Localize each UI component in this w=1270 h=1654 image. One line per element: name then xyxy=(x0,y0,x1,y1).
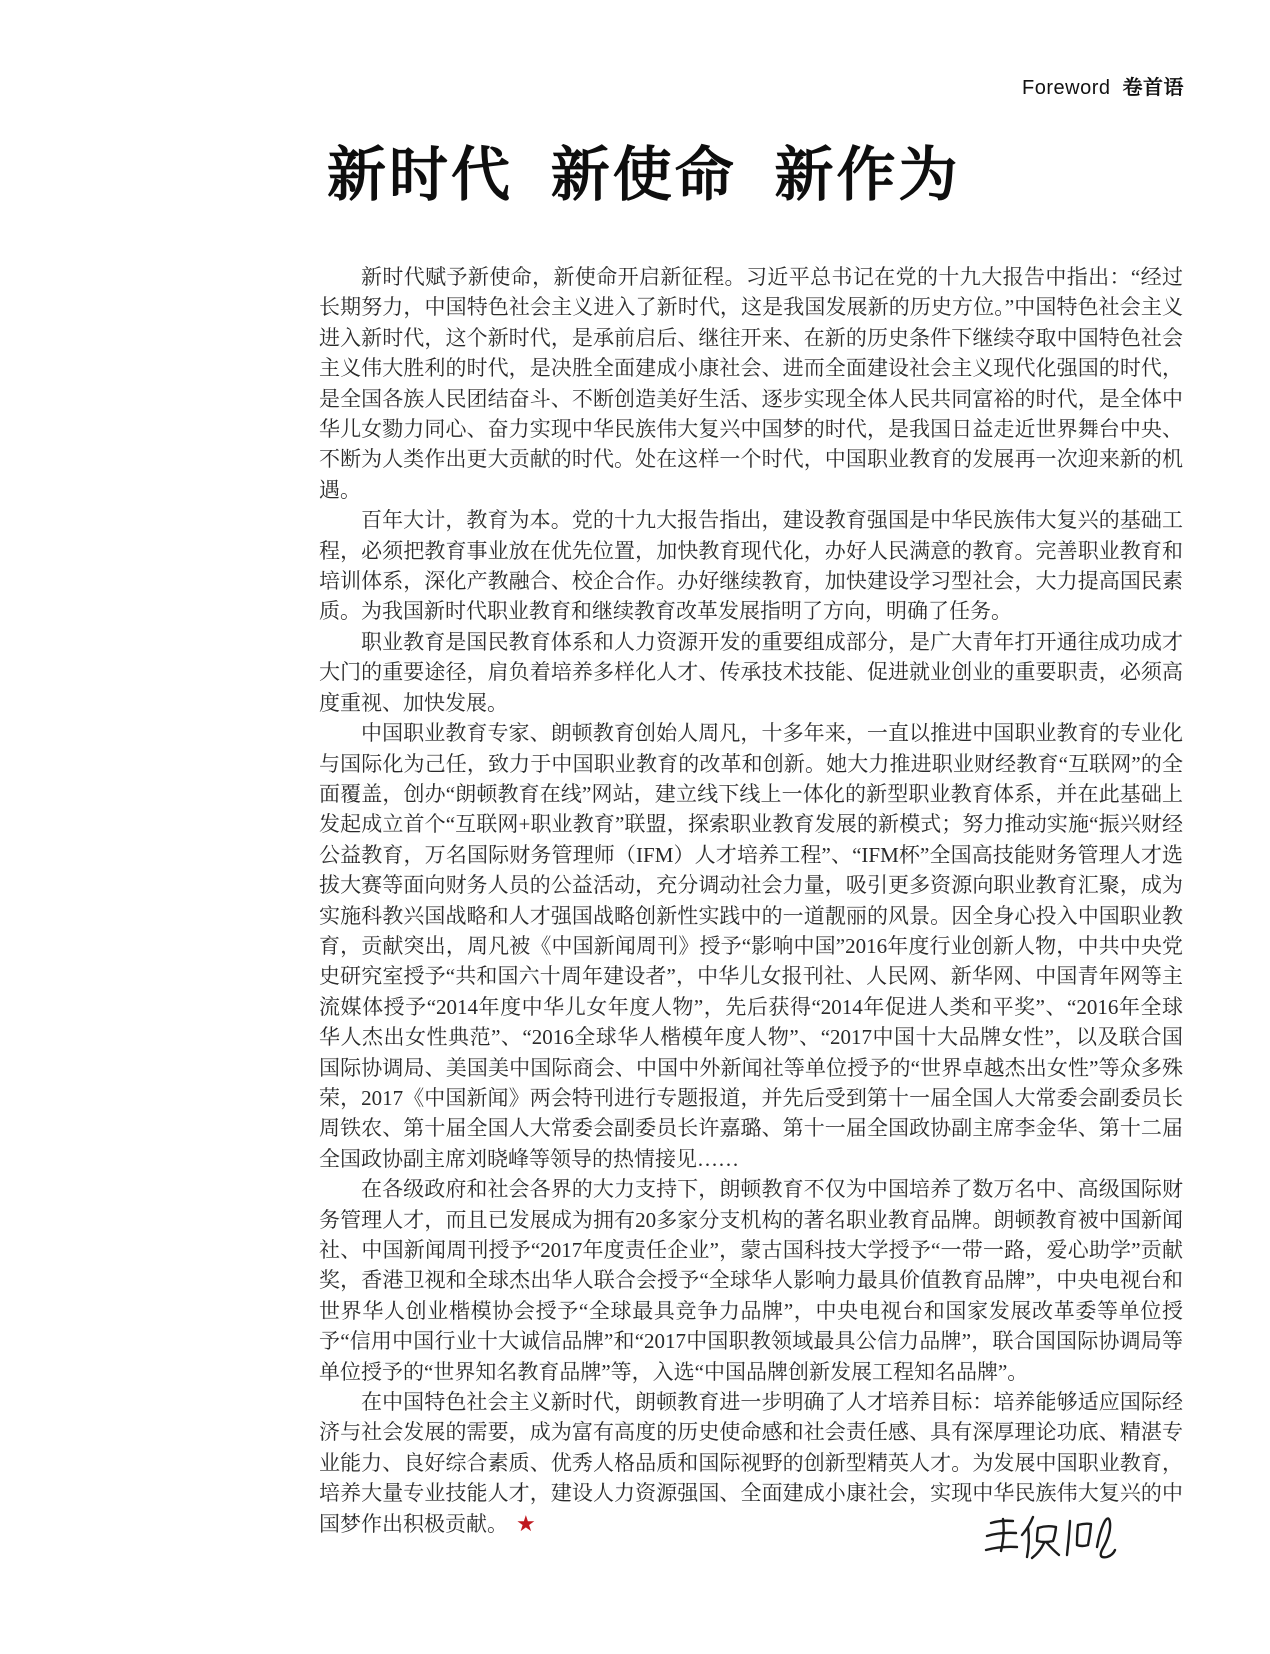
paragraph-4: 中国职业教育专家、朗顿教育创始人周凡，十多年来，一直以推进中国职业教育的专业化与国际化为己任，致力于中国职业教育的改革和创新。她大力推进职业财经教育“互联网”的全面覆盖，创办“朗顿教育在线”网站，建立线下线上一体化的新型职业教育体系，并在此基础上发起成立首个“互联网+职业教育”联盟，探索职业教育发展的新模式；努力推动实施“振兴财经公益教育，万名国际财务管理师（IFM）人才培养工程”、“IFM杯”全国高技能财务管理人才选拔大赛等面向财务人员的公益活动，充分调动社会力量，吸引更多资源向职业教育汇聚，成为实施科教兴国战略和人才强国战略创新性实践中的一道靓丽的风景。因全身心投入中国职业教育，贡献突出，周凡被《中国新闻周刊》授予“影响中国”2016年度行业创新人物，中共中央党史研究室授予“共和国六十周年建设者”，中华儿女报刊社、人民网、新华网、中国青年网等主流媒体授予“2014年度中华儿女年度人物”，先后获得“2014年促进人类和平奖”、“2016年全球华人杰出女性典范”、“2016全球华人楷模年度人物”、“2017中国十大品牌女性”，以及联合国国际协调局、美国美中国际商会、中国中外新闻社等单位授予的“世界卓越杰出女性”等众多殊荣，2017《中国新闻》两会特刊进行专题报道，并先后受到第十一届全国人大常委会副委员长周铁农、第十届全国人大常委会副委员长许嘉璐、第十一届全国政协副主席李金华、第十二届全国政协副主席刘晓峰等领导的热情接见…… xyxy=(319,721,1183,1171)
handwritten-signature-icon xyxy=(982,1510,1117,1568)
running-head xyxy=(1022,71,1184,100)
running-head-chinese: 卷首语 xyxy=(1122,77,1184,99)
red-star-icon: ★ xyxy=(516,1510,536,1536)
paragraph-1: 新时代赋予新使命，新使命开启新征程。习近平总书记在党的十九大报告中指出：“经过长期努力，中国特色社会主义进入了新时代，这是我国发展新的历史方位。”中国特色社会主义进入新时代，这个新时代，是承前启后、继往开来、在新的历史条件下继续夺取中国特色社会主义伟大胜利的时代，是决胜全面建成小康社会、进而全面建设社会主义现代化强国的时代，是全国各族人民团结奋斗、不断创造美好生活、逐步实现全体人民共同富裕的时代，是全体中华儿女勠力同心、奋力实现中华民族伟大复兴中国梦的时代，是我国日益走近世界舞台中央、不断为人类作出更大贡献的时代。处在这样一个时代，中国职业教育的发展再一次迎来新的机遇。 xyxy=(319,265,1183,502)
paragraph-3: 职业教育是国民教育体系和人力资源开发的重要组成部分，是广大青年打开通往成功成才大门的重要途径，肩负着培养多样化人才、传承技术技能、促进就业创业的重要职责，必须高度重视、加快发展。 xyxy=(319,629,1183,715)
page-title: 新时代 新使命 新作为 xyxy=(327,142,961,208)
article-body xyxy=(319,262,1183,1539)
paragraph-5: 在各级政府和社会各界的大力支持下，朗顿教育不仅为中国培养了数万名中、高级国际财务管理人才，而且已发展成为拥有20多家分支机构的著名职业教育品牌。朗顿教育被中国新闻社、中国新闻周刊授予“2017年度责任企业”，蒙古国科技大学授予“一带一路，爱心助学”贡献奖，香港卫视和全球杰出华人联合会授予“全球华人影响力最具价值教育品牌”，中央电视台和世界华人创业楷模协会授予“全球最具竞争力品牌”，中央电视台和国家发展改革委等单位授予“信用中国行业十大诚信品牌”和“2017中国职教领域最具公信力品牌”，联合国国际协调局等单位授予的“世界知名教育品牌”等，入选“中国品牌创新发展工程知名品牌”。 xyxy=(319,1177,1183,1384)
paragraph-2: 百年大计，教育为本。党的十九大报告指出，建设教育强国是中华民族伟大复兴的基础工程，必须把教育事业放在优先位置，加快教育现代化，办好人民满意的教育。完善职业教育和培训体系，深化产教融合、校企合作。办好继续教育，加快建设学习型社会，大力提高国民素质。为我国新时代职业教育和继续教育改革发展指明了方向，明确了任务。 xyxy=(319,508,1183,624)
paragraph-6-text: 在中国特色社会主义新时代，朗顿教育进一步明确了人才培养目标：培养能够适应国际经济与社会发展的需要，成为富有高度的历史使命感和社会责任感、具有深厚理论功底、精湛专业能力、良好综合素质、优秀人格品质和国际视野的创新型精英人才。为发展中国职业教育，培养大量专业技能人才，建设人力资源强国、全面建成小康社会，实现中华民族伟大复兴的中国梦作出积极贡献。 xyxy=(319,1390,1183,1536)
running-head-english: Foreword xyxy=(1022,77,1111,99)
